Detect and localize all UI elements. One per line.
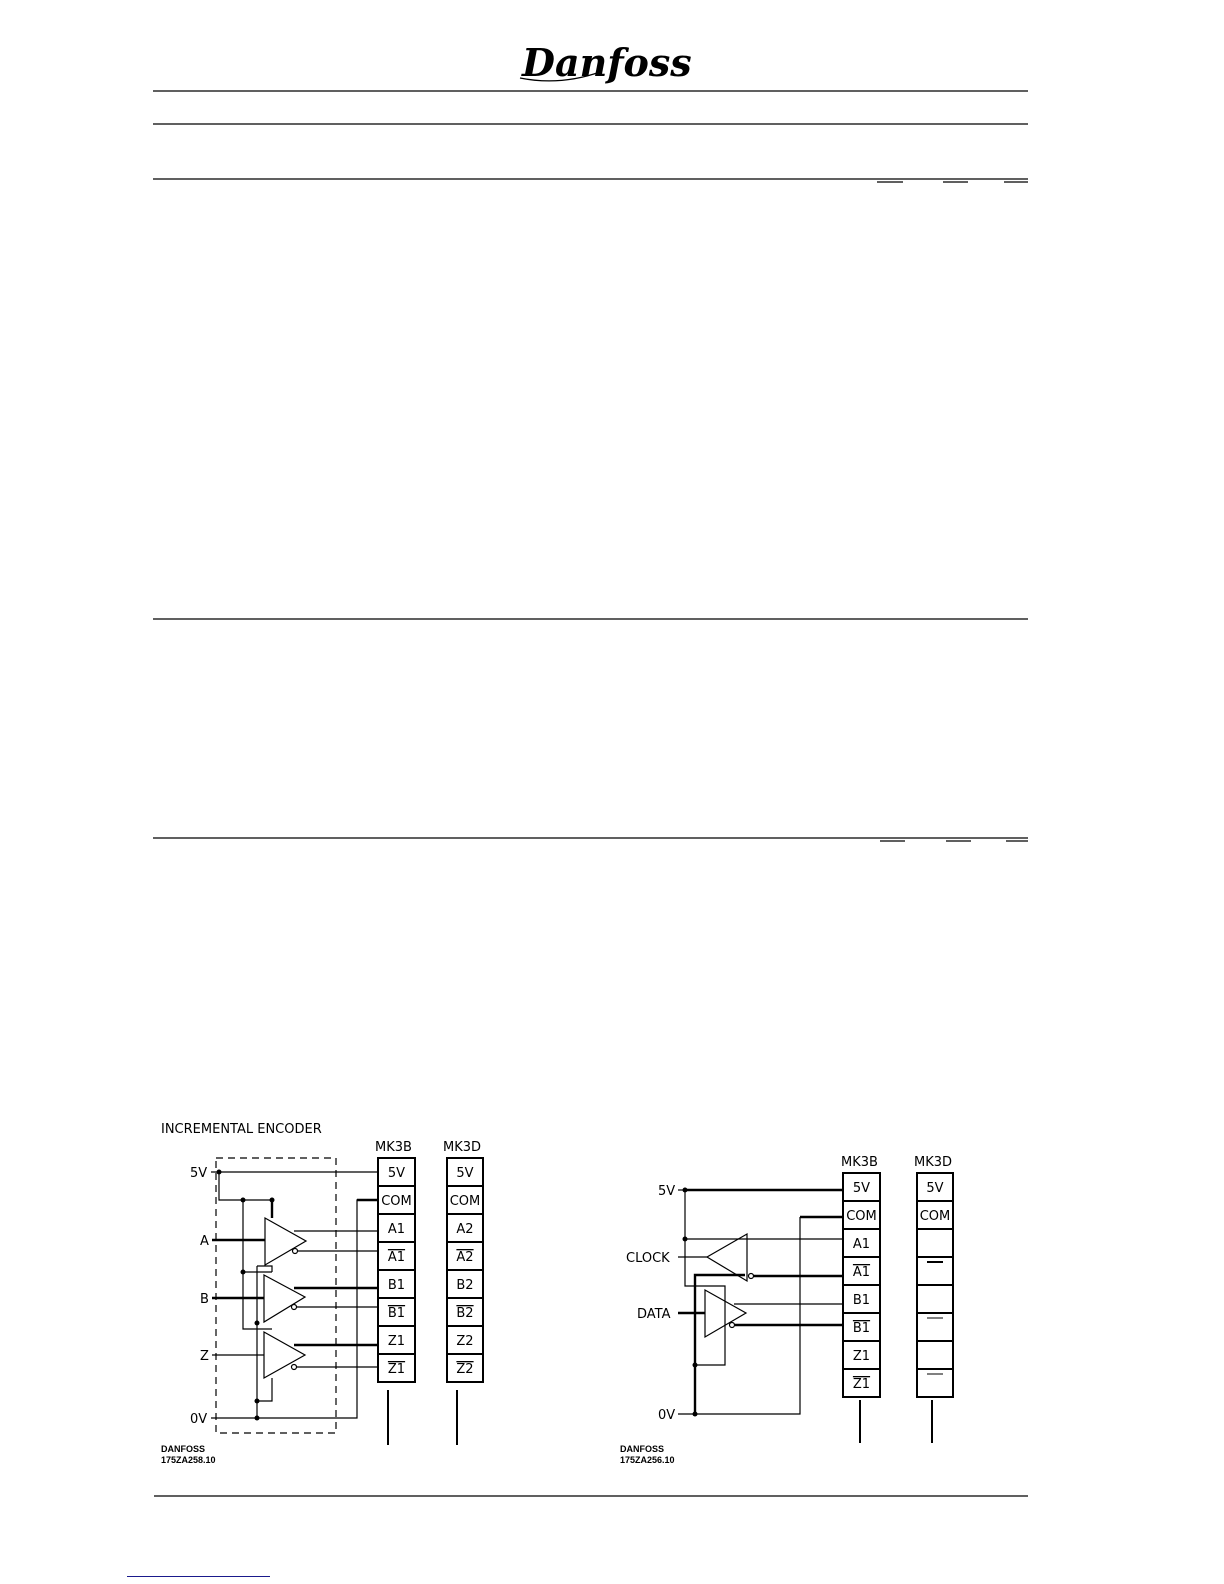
pin-label: 5V [852,1181,871,1196]
wiring [211,1172,380,1418]
junction-dots [217,1170,275,1421]
pin-label: A2 [456,1250,474,1265]
drawing-code: 175ZA256.10 [620,1455,675,1465]
input-z-label: Z [200,1349,209,1364]
pin-label: 5V [926,1181,944,1196]
pin-label: Z1 [852,1349,871,1364]
terminal-label: MK3D [443,1140,482,1155]
pin-label: B1 [852,1321,871,1336]
terminal-label: MK3D [914,1155,953,1170]
terminal-pin [917,1229,953,1257]
absolute-encoder-diagram [620,1155,953,1465]
pin-label: Z1 [852,1377,871,1392]
terminal-label: MK3B [841,1155,878,1170]
input-0v-label: 0V [658,1408,676,1423]
pin-label: Z1 [387,1334,406,1349]
terminal-mk3d-right [914,1155,953,1443]
pin-label: Z2 [456,1362,474,1377]
input-a-label: A [200,1234,209,1249]
diagram-title: INCREMENTAL ENCODER [161,1122,322,1137]
input-5v-label: 5V [658,1184,676,1199]
footer-link[interactable] [127,1562,270,1577]
pin-label: COM [449,1194,481,1209]
input-5v-label: 5V [190,1166,208,1181]
line-driver-a [265,1218,306,1265]
pin-label: A1 [852,1265,871,1280]
terminal-pin [917,1285,953,1313]
terminal-pin [917,1341,953,1369]
terminal-pin [917,1369,953,1397]
terminal-label: MK3B [375,1140,412,1155]
pin-label: A1 [387,1250,406,1265]
logo-text: Danfoss [522,40,692,85]
wiring [678,1190,843,1414]
drawing-code: 175ZA258.10 [161,1455,216,1465]
terminal-pin [917,1313,953,1341]
drawing-credit: DANFOSS [161,1444,206,1454]
pin-label: 5V [456,1166,474,1181]
terminal-mk3b-right [841,1155,880,1443]
input-clock-label: CLOCK [626,1251,670,1266]
danfoss-logo [520,40,692,85]
pin-label: B2 [456,1306,474,1321]
pin-label: A1 [387,1222,406,1237]
pin-label: B2 [456,1278,474,1293]
pin-label: B1 [387,1278,406,1293]
pin-label: A1 [852,1237,871,1252]
pin-label: B1 [387,1306,406,1321]
terminal-mk3d-left [443,1140,483,1445]
pin-label: Z1 [387,1362,406,1377]
input-b-label: B [200,1292,209,1307]
terminal-mk3b-left [375,1140,415,1445]
pin-label: B1 [852,1293,871,1308]
pin-label: Z2 [456,1334,474,1349]
pin-label: 5V [387,1166,406,1181]
encoder-boundary [216,1158,336,1433]
line-driver-b [264,1275,305,1322]
pin-label: COM [846,1209,877,1224]
drawing-credit: DANFOSS [620,1444,665,1454]
incremental-encoder-diagram [161,1122,483,1465]
line-driver-z [264,1332,305,1378]
pin-label: A2 [456,1222,474,1237]
input-data-label: DATA [637,1307,671,1322]
pin-label: COM [381,1194,412,1209]
input-0v-label: 0V [190,1412,208,1427]
pin-label: COM [919,1209,951,1224]
